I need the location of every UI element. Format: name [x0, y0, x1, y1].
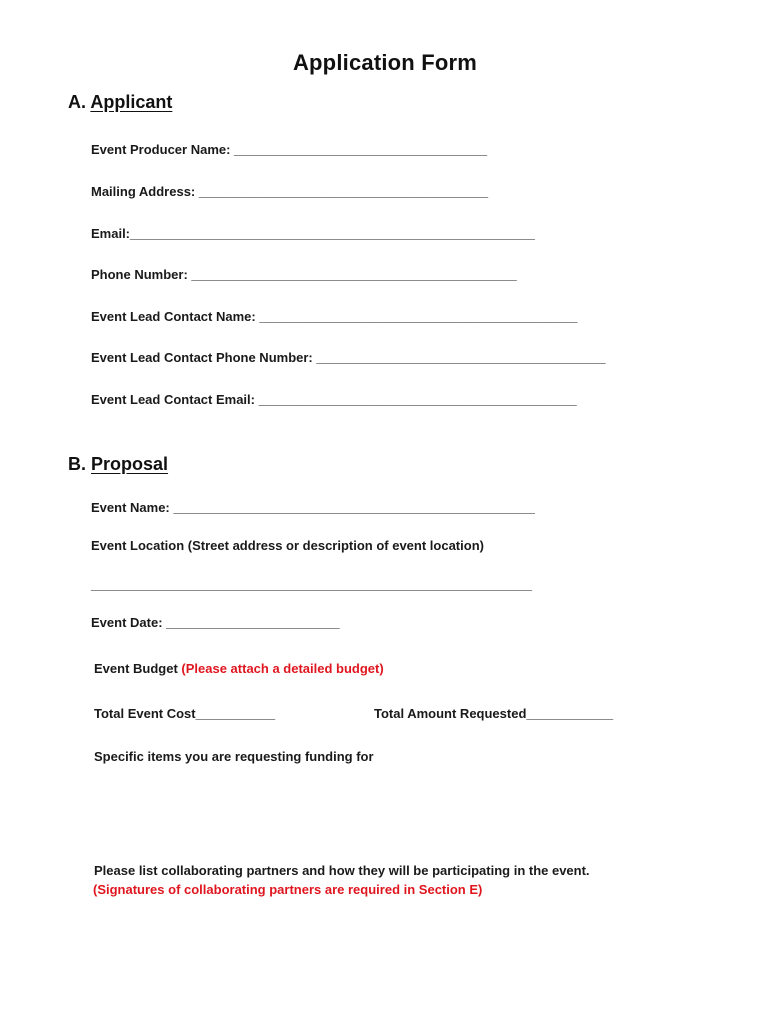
- section-a-name: Applicant: [90, 92, 173, 112]
- event-lead-contact-phone-field[interactable]: Event Lead Contact Phone Number: ________________________________________: [91, 350, 606, 365]
- page-title: Application Form: [292, 50, 478, 75]
- collaborating-partners-note: (Signatures of collaborating partners are required in Section E): [93, 882, 483, 897]
- event-location-label: Event Location (Street address or description of event location): [91, 538, 484, 553]
- total-event-cost-field[interactable]: Total Event Cost___________: [94, 706, 276, 721]
- mailing-address-field[interactable]: Mailing Address: ________________________________________: [91, 184, 489, 199]
- event-name-field[interactable]: Event Name: __________________________________________________: [91, 500, 535, 515]
- event-date-field[interactable]: Event Date: ________________________: [91, 615, 340, 630]
- section-a-letter: A.: [68, 92, 86, 112]
- section-a-heading: [68, 92, 172, 113]
- specific-items-label: Specific items you are requesting funding for: [94, 749, 374, 764]
- event-producer-name-field[interactable]: Event Producer Name: ___________________________________: [91, 142, 488, 157]
- event-location-field[interactable]: _____________________________________________________________: [91, 577, 533, 592]
- section-b-heading: [68, 454, 168, 475]
- event-lead-contact-name-field[interactable]: Event Lead Contact Name: ____________________________________________: [91, 309, 578, 324]
- collaborating-partners-label: Please list collaborating partners and how they will be participating in the event.: [94, 863, 590, 878]
- section-b-letter: B.: [68, 454, 86, 474]
- total-amount-requested-field[interactable]: Total Amount Requested____________: [374, 706, 614, 721]
- phone-number-field[interactable]: Phone Number: _____________________________________________: [91, 267, 517, 282]
- section-b-name: Proposal: [91, 454, 169, 474]
- event-budget-label: Event Budget: [94, 661, 182, 676]
- event-budget-note: (Please attach a detailed budget): [181, 661, 384, 676]
- event-budget-line: [94, 661, 384, 676]
- email-field[interactable]: Email:________________________________________________________: [91, 226, 535, 241]
- event-lead-contact-email-field[interactable]: Event Lead Contact Email: ____________________________________________: [91, 392, 577, 407]
